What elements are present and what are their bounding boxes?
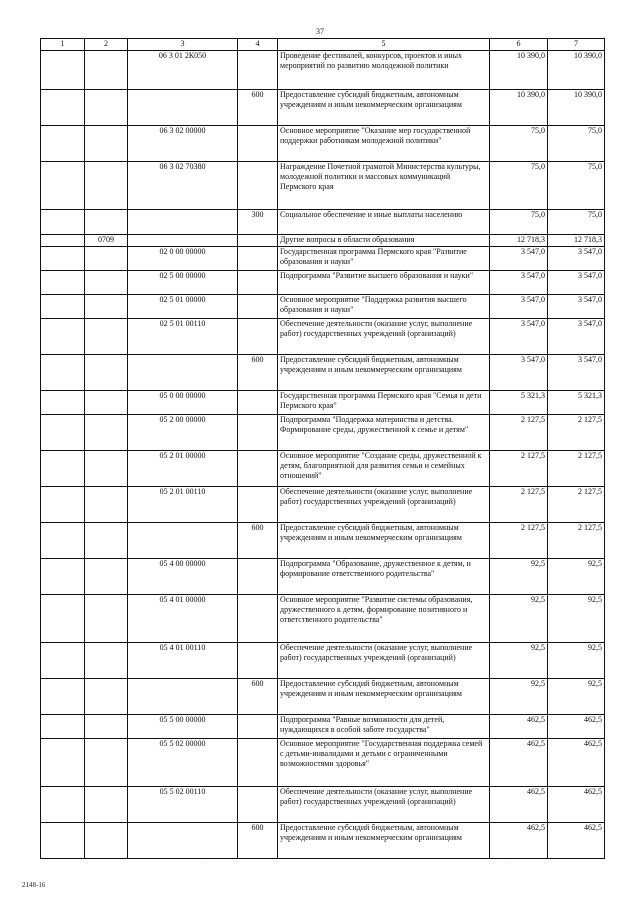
cell-col-1	[41, 523, 85, 559]
cell-target-article: 06 3 01 2К050	[128, 51, 238, 90]
cell-expense-type	[238, 271, 278, 295]
scan-artifact: · ·	[200, 859, 206, 865]
cell-expense-type	[238, 391, 278, 415]
cell-target-article: 05 4 00 00000	[128, 559, 238, 595]
cell-amount-1: 5 321,3	[490, 391, 548, 415]
cell-target-article: 02 5 01 00110	[128, 319, 238, 355]
table-row	[41, 451, 605, 487]
cell-name: Предоставление субсидий бюджетным, автономным учреждениям и иным некоммерческим организациям	[278, 823, 490, 859]
cell-col-1	[41, 679, 85, 715]
cell-amount-1: 3 547,0	[490, 295, 548, 319]
cell-amount-2: 3 547,0	[548, 271, 605, 295]
cell-col-1	[41, 739, 85, 787]
cell-name: Предоставление субсидий бюджетным, автономным учреждениям и иным некоммерческим организациям	[278, 90, 490, 126]
cell-amount-2: 12 718,3	[548, 235, 605, 247]
cell-target-article: 06 3 02 70380	[128, 162, 238, 210]
cell-amount-1: 92,5	[490, 679, 548, 715]
cell-name: Предоставление субсидий бюджетным, автономным учреждениям и иным некоммерческим организациям	[278, 523, 490, 559]
cell-col-1	[41, 247, 85, 271]
cell-section-code	[85, 162, 128, 210]
cell-name: Подпрограмма "Развитие высшего образования и науки"	[278, 271, 490, 295]
cell-section-code	[85, 823, 128, 859]
cell-target-article: 02 5 01 00000	[128, 295, 238, 319]
cell-name: Предоставление субсидий бюджетным, автономным учреждениям и иным некоммерческим организациям	[278, 679, 490, 715]
table-row	[41, 487, 605, 523]
cell-amount-1: 92,5	[490, 559, 548, 595]
budget-table	[40, 38, 605, 859]
cell-col-1	[41, 391, 85, 415]
cell-section-code	[85, 210, 128, 235]
table-row	[41, 51, 605, 90]
cell-section-code	[85, 679, 128, 715]
cell-amount-2: 462,5	[548, 787, 605, 823]
cell-amount-2: 462,5	[548, 715, 605, 739]
header-col-7: 7	[548, 39, 605, 51]
page-number: 37	[316, 27, 324, 36]
cell-amount-1: 462,5	[490, 823, 548, 859]
cell-col-1	[41, 295, 85, 319]
cell-name: Социальное обеспечение и иные выплаты населению	[278, 210, 490, 235]
cell-name: Обеспечение деятельности (оказание услуг, выполнение работ) государственных учреждений (организаций)	[278, 787, 490, 823]
table-header	[41, 39, 605, 51]
cell-target-article: 05 5 02 00000	[128, 739, 238, 787]
cell-expense-type	[238, 415, 278, 451]
cell-target-article: 05 4 01 00110	[128, 643, 238, 679]
cell-amount-2: 75,0	[548, 210, 605, 235]
cell-target-article	[128, 679, 238, 715]
cell-col-1	[41, 715, 85, 739]
cell-section-code	[85, 559, 128, 595]
scan-artifact: ·	[585, 859, 587, 865]
cell-col-1	[41, 235, 85, 247]
cell-col-1	[41, 595, 85, 643]
cell-col-1	[41, 559, 85, 595]
cell-name: Обеспечение деятельности (оказание услуг, выполнение работ) государственных учреждений (организаций)	[278, 643, 490, 679]
cell-target-article: 05 0 00 00000	[128, 391, 238, 415]
cell-expense-type	[238, 51, 278, 90]
header-col-4: 4	[238, 39, 278, 51]
cell-name: Предоставление субсидий бюджетным, автономным учреждениям и иным некоммерческим организациям	[278, 355, 490, 391]
cell-section-code	[85, 451, 128, 487]
cell-amount-2: 92,5	[548, 679, 605, 715]
cell-amount-1: 2 127,5	[490, 451, 548, 487]
table-row	[41, 126, 605, 162]
cell-target-article: 02 0 00 00000	[128, 247, 238, 271]
cell-expense-type	[238, 295, 278, 319]
cell-expense-type: 600	[238, 823, 278, 859]
cell-amount-1: 12 718,3	[490, 235, 548, 247]
cell-section-code	[85, 319, 128, 355]
cell-amount-1: 3 547,0	[490, 247, 548, 271]
cell-amount-1: 462,5	[490, 787, 548, 823]
table-row	[41, 559, 605, 595]
cell-name: Обеспечение деятельности (оказание услуг, выполнение работ) государственных учреждений (организаций)	[278, 319, 490, 355]
cell-target-article	[128, 523, 238, 559]
cell-section-code	[85, 90, 128, 126]
document-code: 2148-16	[22, 881, 46, 889]
cell-amount-2: 3 547,0	[548, 295, 605, 319]
cell-amount-1: 2 127,5	[490, 415, 548, 451]
cell-section-code: 0709	[85, 235, 128, 247]
cell-name: Другие вопросы в области образования	[278, 235, 490, 247]
cell-amount-2: 2 127,5	[548, 523, 605, 559]
table-row	[41, 643, 605, 679]
header-col-1: 1	[41, 39, 85, 51]
table-row	[41, 715, 605, 739]
cell-amount-1: 3 547,0	[490, 355, 548, 391]
cell-amount-1: 462,5	[490, 715, 548, 739]
cell-expense-type: 600	[238, 355, 278, 391]
header-col-3: 3	[128, 39, 238, 51]
cell-col-1	[41, 355, 85, 391]
table-row	[41, 739, 605, 787]
cell-section-code	[85, 487, 128, 523]
cell-target-article: 05 5 00 00000	[128, 715, 238, 739]
cell-expense-type: 600	[238, 90, 278, 126]
cell-expense-type	[238, 559, 278, 595]
cell-amount-2: 2 127,5	[548, 415, 605, 451]
scan-artifact: · ·	[505, 859, 511, 865]
cell-expense-type	[238, 451, 278, 487]
header-col-5: 5	[278, 39, 490, 51]
cell-expense-type	[238, 643, 278, 679]
table-row	[41, 787, 605, 823]
table-row	[41, 595, 605, 643]
cell-col-1	[41, 415, 85, 451]
cell-amount-1: 75,0	[490, 210, 548, 235]
cell-amount-1: 75,0	[490, 126, 548, 162]
cell-section-code	[85, 739, 128, 787]
cell-section-code	[85, 523, 128, 559]
cell-expense-type	[238, 126, 278, 162]
cell-amount-2: 462,5	[548, 823, 605, 859]
cell-amount-1: 92,5	[490, 595, 548, 643]
cell-col-1	[41, 487, 85, 523]
table-row	[41, 247, 605, 271]
cell-name: Подпрограмма "Образование, дружественное к детям, и формирование ответственного родительства"	[278, 559, 490, 595]
table-row	[41, 679, 605, 715]
cell-amount-1: 10 390,0	[490, 51, 548, 90]
cell-expense-type	[238, 247, 278, 271]
table-row	[41, 523, 605, 559]
cell-expense-type: 600	[238, 679, 278, 715]
cell-expense-type	[238, 319, 278, 355]
table-row	[41, 271, 605, 295]
cell-amount-1: 3 547,0	[490, 271, 548, 295]
cell-amount-1: 2 127,5	[490, 523, 548, 559]
cell-col-1	[41, 787, 85, 823]
cell-expense-type	[238, 162, 278, 210]
cell-expense-type	[238, 787, 278, 823]
cell-col-1	[41, 823, 85, 859]
cell-amount-1: 10 390,0	[490, 90, 548, 126]
cell-name: Награждение Почетной грамотой Министерства культуры, молодежной политики и массовых коммуникаций Пермского края	[278, 162, 490, 210]
cell-target-article: 02 5 00 00000	[128, 271, 238, 295]
cell-col-1	[41, 210, 85, 235]
cell-expense-type: 300	[238, 210, 278, 235]
cell-name: Государственная программа Пермского края "Семья и дети Пермского края"	[278, 391, 490, 415]
cell-section-code	[85, 643, 128, 679]
cell-amount-2: 3 547,0	[548, 247, 605, 271]
cell-section-code	[85, 415, 128, 451]
header-row	[41, 39, 605, 51]
cell-amount-2: 92,5	[548, 559, 605, 595]
table-row	[41, 823, 605, 859]
cell-amount-1: 75,0	[490, 162, 548, 210]
cell-target-article	[128, 210, 238, 235]
cell-amount-2: 3 547,0	[548, 319, 605, 355]
cell-expense-type	[238, 739, 278, 787]
cell-amount-2: 92,5	[548, 643, 605, 679]
cell-amount-2: 2 127,5	[548, 487, 605, 523]
cell-col-1	[41, 643, 85, 679]
cell-name: Основное мероприятие "Государственная поддержка семей с детьми-инвалидами и детьми с ограниченными возможностями здоровья"	[278, 739, 490, 787]
table-row	[41, 210, 605, 235]
cell-section-code	[85, 391, 128, 415]
table-row	[41, 162, 605, 210]
cell-section-code	[85, 126, 128, 162]
cell-amount-2: 5 321,3	[548, 391, 605, 415]
table-row	[41, 319, 605, 355]
cell-name: Основное мероприятие "Развитие системы образования, дружественного к детям, формирование позитивного и ответственного родительства"	[278, 595, 490, 643]
cell-amount-2: 10 390,0	[548, 51, 605, 90]
header-col-2: 2	[85, 39, 128, 51]
cell-amount-1: 2 127,5	[490, 487, 548, 523]
cell-expense-type	[238, 595, 278, 643]
cell-amount-2: 2 127,5	[548, 451, 605, 487]
cell-col-1	[41, 126, 85, 162]
cell-amount-2: 462,5	[548, 739, 605, 787]
header-col-6: 6	[490, 39, 548, 51]
cell-col-1	[41, 51, 85, 90]
cell-target-article: 06 3 02 00000	[128, 126, 238, 162]
cell-name: Подпрограмма "Поддержка материнства и детства. Формирование среды, дружественной к семье и детям"	[278, 415, 490, 451]
cell-name: Проведение фестивалей, конкурсов, проектов и иных мероприятий по развитию молодежной политики	[278, 51, 490, 90]
cell-amount-1: 3 547,0	[490, 319, 548, 355]
cell-target-article: 05 2 01 00110	[128, 487, 238, 523]
cell-target-article: 05 5 02 00110	[128, 787, 238, 823]
cell-target-article	[128, 823, 238, 859]
cell-amount-1: 462,5	[490, 739, 548, 787]
cell-amount-2: 92,5	[548, 595, 605, 643]
cell-section-code	[85, 51, 128, 90]
table-row	[41, 235, 605, 247]
table-row	[41, 355, 605, 391]
cell-section-code	[85, 595, 128, 643]
cell-name: Основное мероприятие "Создание среды, дружественной к детям, благоприятной для развития семьи и семейных отношений"	[278, 451, 490, 487]
cell-col-1	[41, 90, 85, 126]
cell-amount-2: 3 547,0	[548, 355, 605, 391]
cell-col-1	[41, 271, 85, 295]
cell-name: Государственная программа Пермского края "Развитие образования и науки"	[278, 247, 490, 271]
cell-section-code	[85, 247, 128, 271]
cell-expense-type	[238, 715, 278, 739]
cell-expense-type	[238, 487, 278, 523]
cell-target-article	[128, 235, 238, 247]
table-row	[41, 415, 605, 451]
cell-amount-2: 75,0	[548, 126, 605, 162]
cell-col-1	[41, 451, 85, 487]
cell-name: Основное мероприятие "Оказание мер государственной поддержки работникам молодежной политики"	[278, 126, 490, 162]
cell-name: Основное мероприятие "Поддержка развития высшего образования и науки"	[278, 295, 490, 319]
table-row	[41, 295, 605, 319]
table-row	[41, 90, 605, 126]
table-row	[41, 391, 605, 415]
cell-target-article	[128, 355, 238, 391]
cell-amount-2: 10 390,0	[548, 90, 605, 126]
cell-section-code	[85, 271, 128, 295]
cell-expense-type: 600	[238, 523, 278, 559]
table-body	[41, 51, 605, 859]
cell-target-article: 05 2 01 00000	[128, 451, 238, 487]
cell-section-code	[85, 355, 128, 391]
cell-section-code	[85, 295, 128, 319]
cell-col-1	[41, 319, 85, 355]
cell-name: Подпрограмма "Равные возможности для детей, нуждающихся в особой заботе государства"	[278, 715, 490, 739]
cell-name: Обеспечение деятельности (оказание услуг, выполнение работ) государственных учреждений (организаций)	[278, 487, 490, 523]
cell-expense-type	[238, 235, 278, 247]
cell-target-article: 05 2 00 00000	[128, 415, 238, 451]
cell-section-code	[85, 715, 128, 739]
cell-target-article	[128, 90, 238, 126]
cell-section-code	[85, 787, 128, 823]
cell-amount-1: 92,5	[490, 643, 548, 679]
cell-amount-2: 75,0	[548, 162, 605, 210]
cell-col-1	[41, 162, 85, 210]
cell-target-article: 05 4 01 00000	[128, 595, 238, 643]
